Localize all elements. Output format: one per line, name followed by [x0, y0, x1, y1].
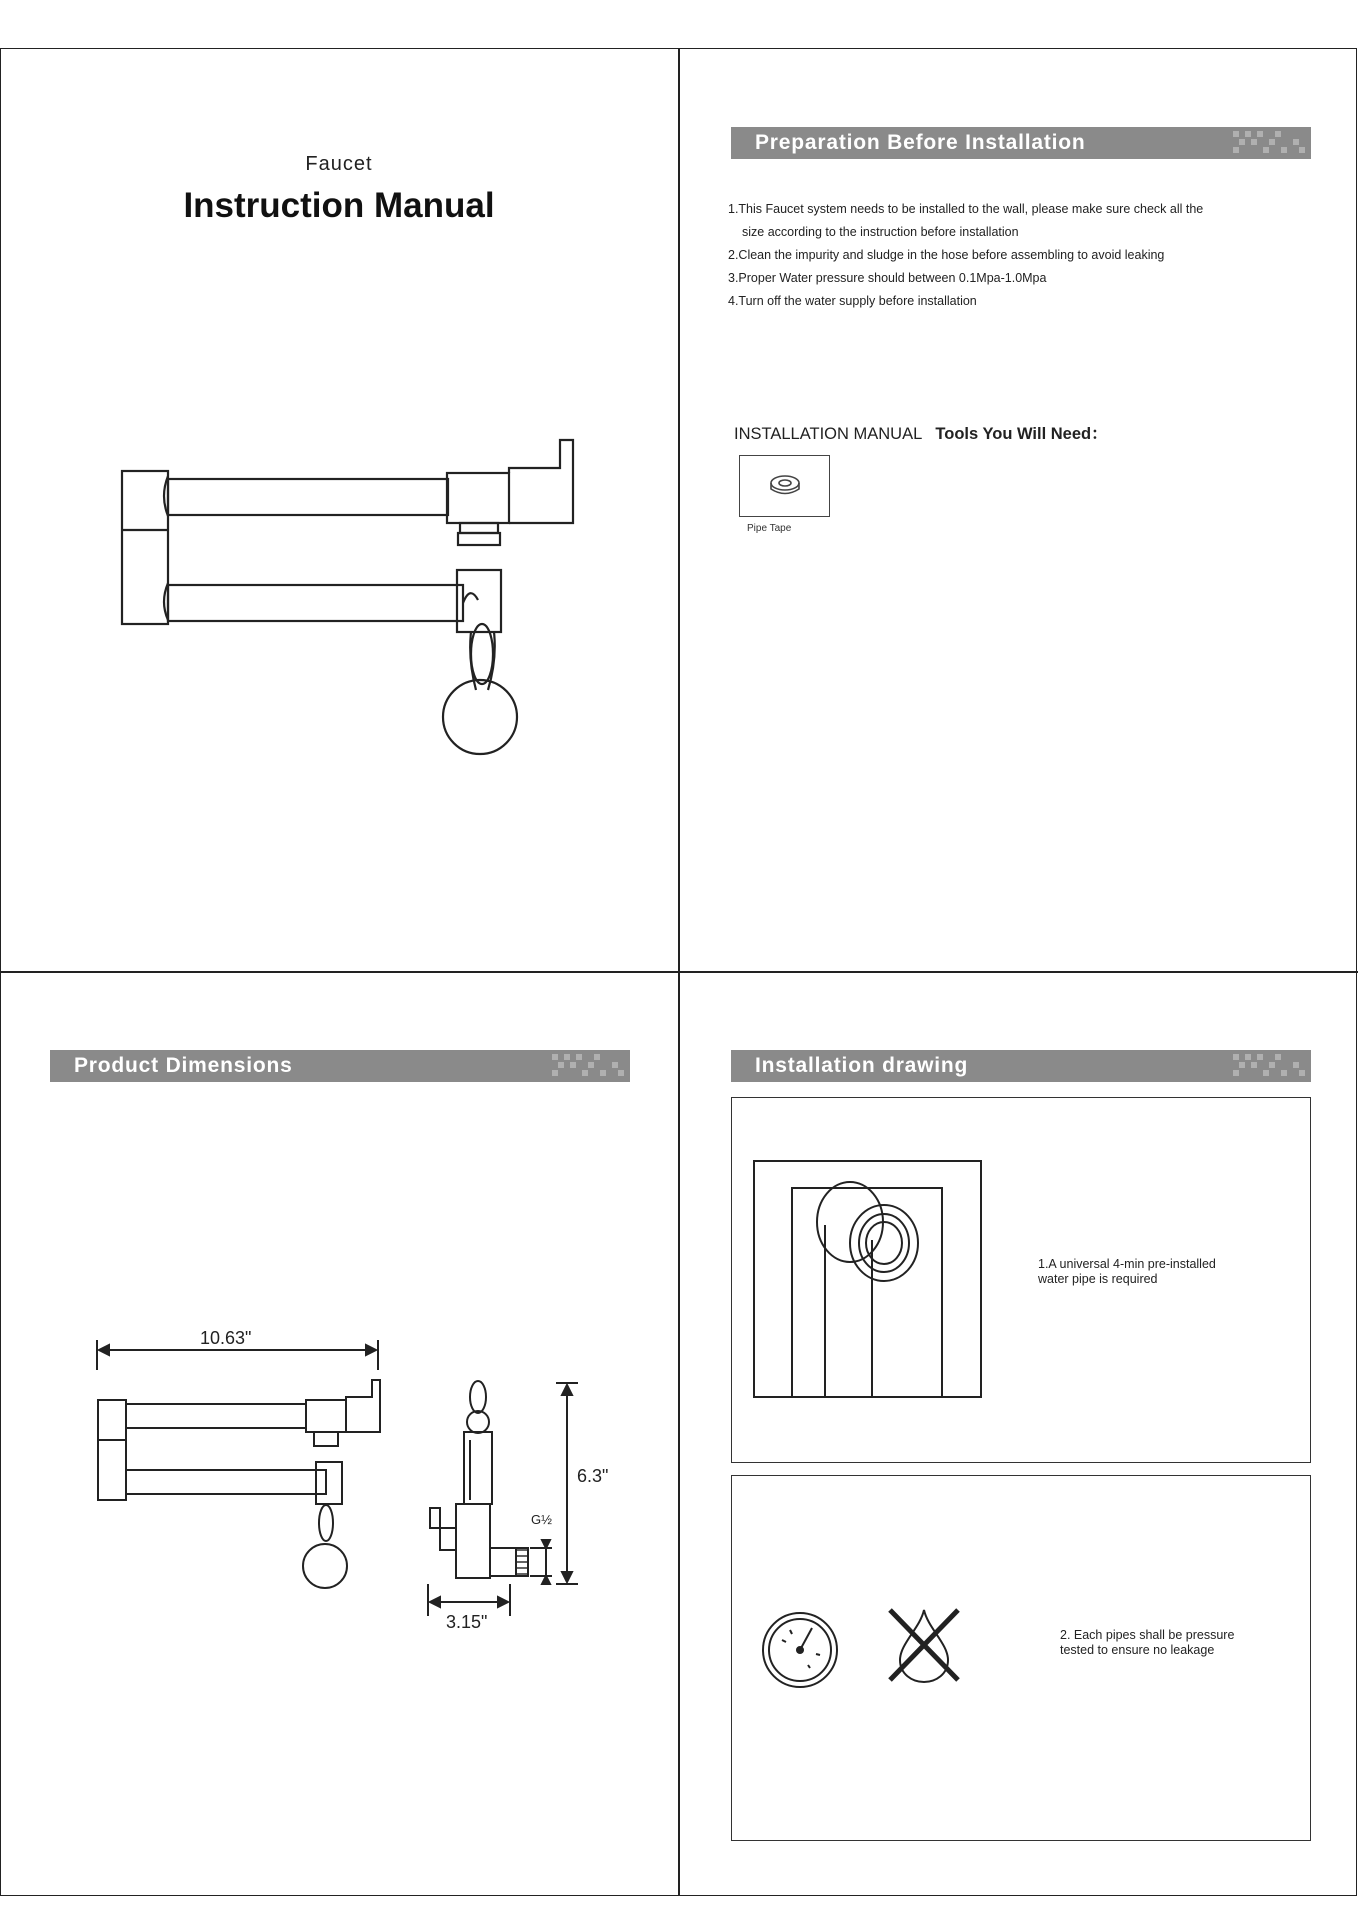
- cover-subtitle: Faucet: [305, 153, 373, 175]
- installation-header: [731, 1050, 1311, 1082]
- pre-installed-pipe-illustration: [752, 1160, 982, 1400]
- checker-pattern-icon: [1231, 1050, 1311, 1082]
- pipe-tape-box: [739, 455, 830, 517]
- dimension-height: 6.3": [577, 1466, 609, 1486]
- pipe-tape-label: Pipe Tape: [747, 523, 792, 534]
- dimension-side-view: [415, 1370, 615, 1640]
- dimension-thread: G½: [531, 1512, 552, 1527]
- dimensions-header: [50, 1050, 630, 1082]
- list-item: 4.Turn off the water supply before installation: [728, 294, 977, 308]
- tools-title-main: INSTALLATION MANUAL: [734, 425, 922, 443]
- cover-title: Instruction Manual: [183, 186, 495, 225]
- checker-pattern-icon: [550, 1050, 630, 1082]
- list-item: size according to the instruction before installation: [742, 225, 1019, 239]
- preparation-header: [731, 127, 1311, 159]
- installation-header-text: Installation drawing: [755, 1054, 969, 1077]
- install-note-1-line1: 1.A universal 4-min pre-installed: [1038, 1257, 1216, 1271]
- list-item: 2.Clean the impurity and sludge in the hose before assembling to avoid leaking: [728, 248, 1165, 262]
- dimension-front-view: [90, 1330, 410, 1600]
- dimensions-header-text: Product Dimensions: [74, 1054, 293, 1077]
- install-note-2-line2: tested to ensure no leakage: [1060, 1643, 1215, 1657]
- list-item: 3.Proper Water pressure should between 0.1Mpa-1.0Mpa: [728, 271, 1047, 285]
- dimension-width: 10.63": [200, 1328, 252, 1348]
- install-note-1-line2: water pipe is required: [1038, 1272, 1158, 1286]
- preparation-header-text: Preparation Before Installation: [755, 131, 1086, 154]
- no-leak-icon: [884, 1604, 964, 1684]
- preparation-list: [728, 198, 1308, 313]
- tools-title-sub: Tools You Will Need：: [935, 425, 1108, 443]
- install-note-2-line1: 2. Each pipes shall be pressure: [1060, 1628, 1235, 1642]
- checker-pattern-icon: [1231, 127, 1311, 159]
- tools-title: [734, 420, 1108, 444]
- install-note-2: [1060, 1628, 1234, 1658]
- faucet-illustration: [0, 420, 678, 800]
- dimension-depth: 3.15": [446, 1612, 488, 1632]
- horizontal-divider: [0, 971, 1358, 973]
- pipe-tape-icon: [740, 456, 831, 518]
- list-item: 1.This Faucet system needs to be installed to the wall, please make sure check all the: [728, 202, 1204, 216]
- install-note-1: [1038, 1257, 1216, 1287]
- pressure-gauge-icon: [760, 1610, 840, 1690]
